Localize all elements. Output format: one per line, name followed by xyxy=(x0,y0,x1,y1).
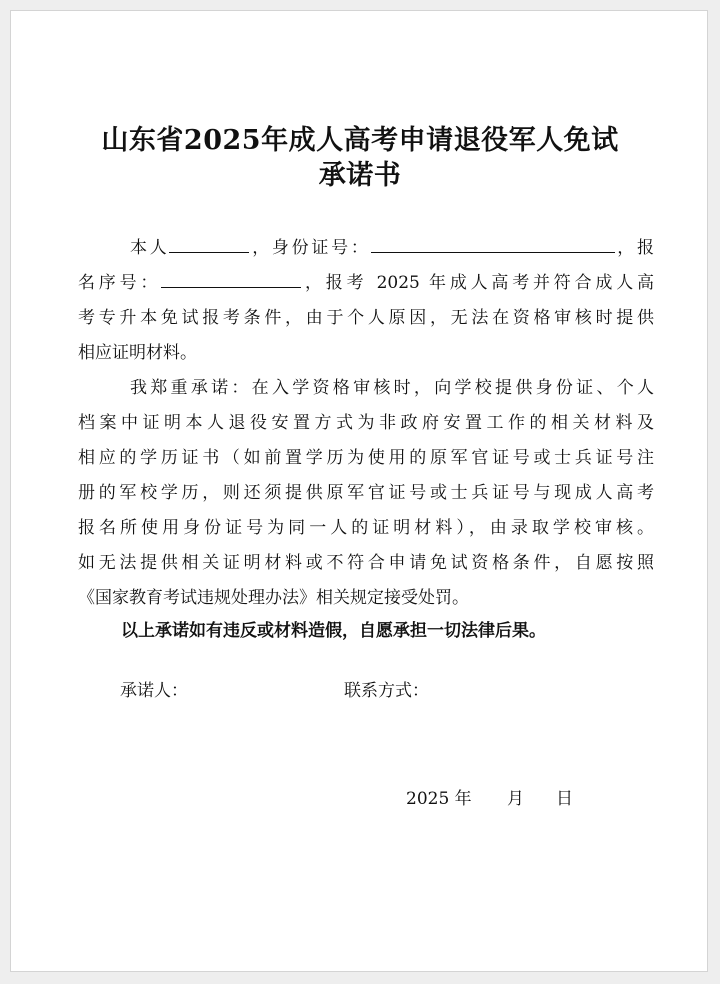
date-year: 2025 年 xyxy=(406,789,472,809)
id-number-label: ，身份证号： xyxy=(249,238,371,258)
paragraph2-line2: 档案中证明本人退役安置方式为非政府安置工作的相关材料及 xyxy=(78,413,654,433)
paragraph1-line4: 相应证明材料。 xyxy=(78,343,197,363)
paragraph2-line3: 相应的学历证书（如前置学历为使用的原军官证号或士兵证号注 xyxy=(78,448,654,468)
registration-number-label: 名序号： xyxy=(78,273,162,293)
paragraph1-line3: 考专升本免试报考条件，由于个人原因，无法在资格审核时提供 xyxy=(78,308,654,328)
name-blank[interactable] xyxy=(169,233,249,253)
liability-statement: 以上承诺如有违反或材料造假，自愿承担一切法律后果。 xyxy=(121,621,546,641)
registration-number-blank[interactable] xyxy=(161,268,301,288)
paragraph1-line2-text: ，报考 2025 年成人高考并符合成人高 xyxy=(301,273,654,293)
date-day: 日 xyxy=(556,789,573,809)
id-number-blank[interactable] xyxy=(371,233,615,253)
promisor-label: 承诺人： xyxy=(120,681,188,701)
date-month: 月 xyxy=(507,789,524,809)
paragraph1-line2 xyxy=(78,268,654,298)
paragraph2-line6: 如无法提供相关证明材料或不符合申请免试资格条件，自愿按照 xyxy=(78,553,654,573)
document-title-line1: 山东省2025年成人高考申请退役军人免试 xyxy=(101,125,619,156)
self-label: 本人 xyxy=(130,238,170,258)
contact-label: 联系方式： xyxy=(344,681,429,701)
paragraph1-line1 xyxy=(78,233,654,263)
enrollment-prefix: ，报 xyxy=(614,238,654,258)
document-title-line2: 承诺书 xyxy=(318,160,402,191)
paragraph2-line7: 《国家教育考试违规处理办法》相关规定接受处罚。 xyxy=(78,588,469,608)
paragraph2-line4: 册的军校学历，则还须提供原军官证号或士兵证号与现成人高考 xyxy=(78,483,654,503)
paragraph2-line1: 我郑重承诺：在入学资格审核时，向学校提供身份证、个人 xyxy=(130,378,654,398)
paragraph2-line5: 报名所使用身份证号为同一人的证明材料），由录取学校审核。 xyxy=(78,518,654,538)
document-page xyxy=(10,10,708,972)
